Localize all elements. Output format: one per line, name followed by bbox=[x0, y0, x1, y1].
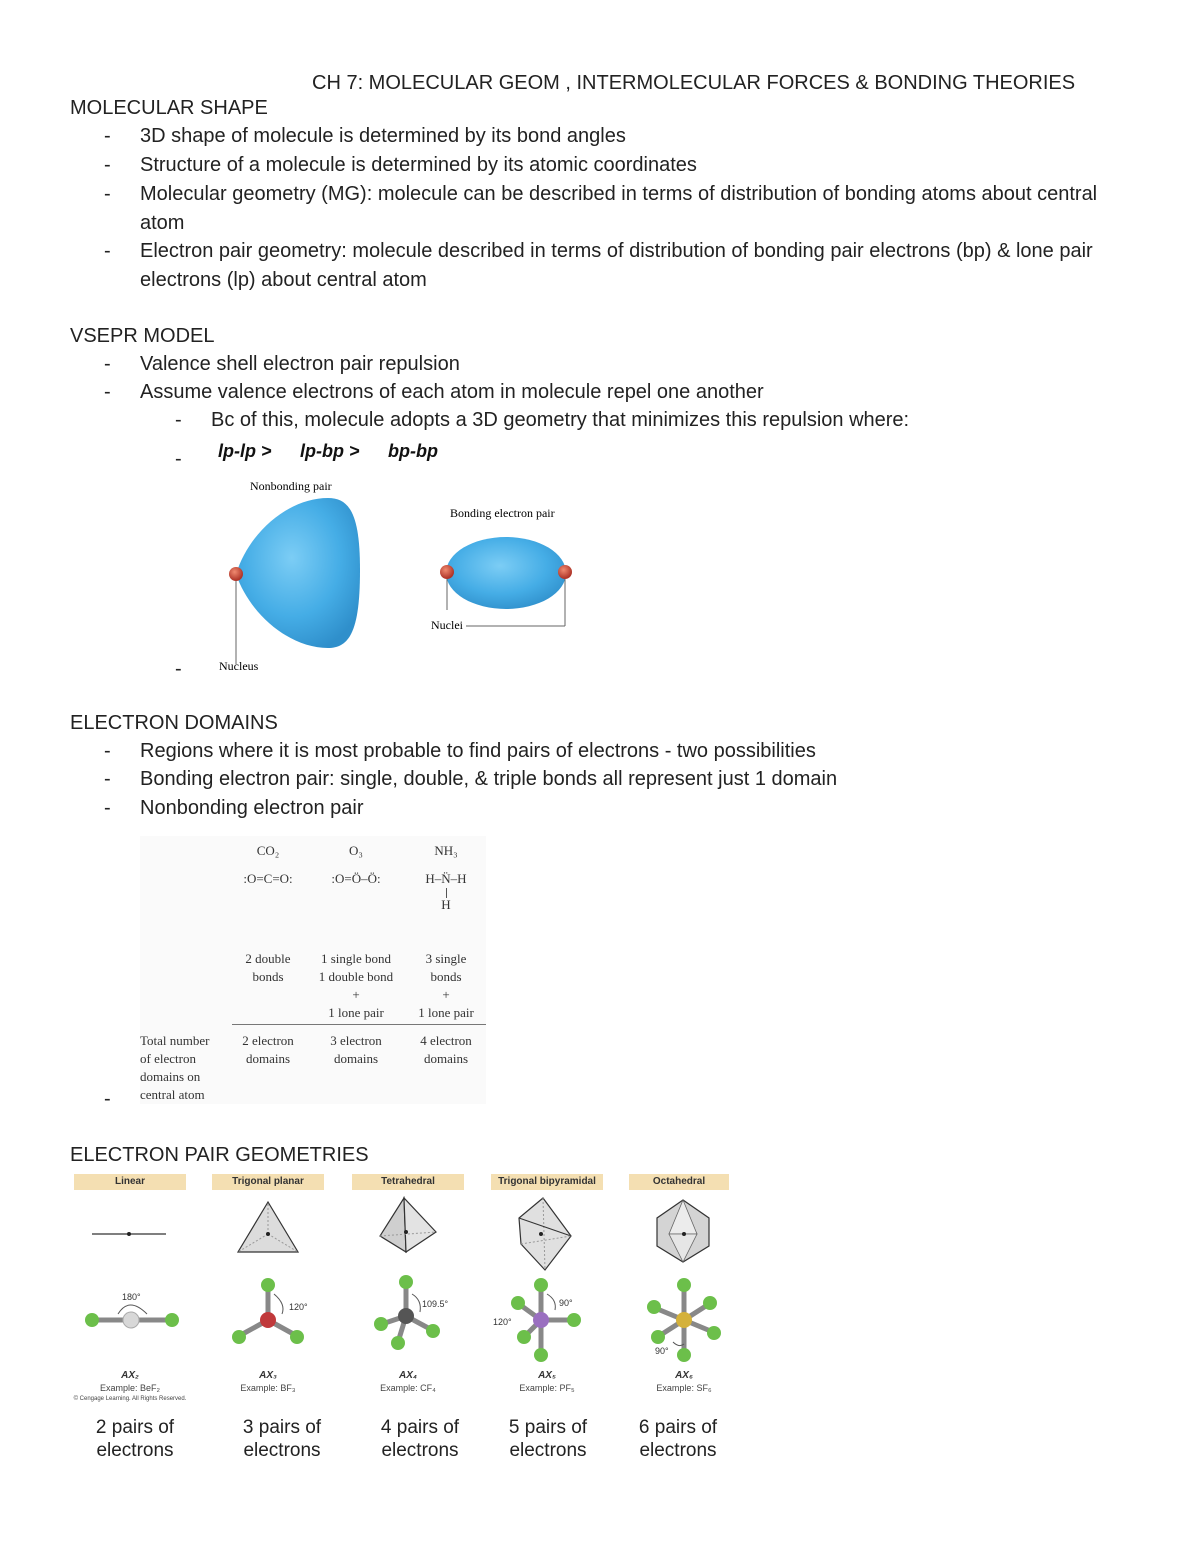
dash-bullet: - bbox=[104, 183, 111, 205]
ligand-atom bbox=[677, 1278, 691, 1292]
copyright-label: © Cengage Learning. All Rights Reserved. bbox=[73, 1396, 187, 1402]
description-line: bonds bbox=[430, 969, 462, 984]
example-label: Example: BeF₂ bbox=[99, 1383, 161, 1393]
tetrahedron-face bbox=[380, 1198, 406, 1252]
ligand-atom bbox=[677, 1348, 691, 1362]
molecule-co2: CO₂ bbox=[256, 843, 280, 858]
ligand-atom bbox=[707, 1326, 721, 1340]
nonbonding-pair-label: Nonbonding pair bbox=[250, 479, 332, 493]
bullet-text: Nonbonding electron pair bbox=[140, 797, 364, 819]
list-item bbox=[104, 378, 1144, 407]
central-atom bbox=[676, 1312, 692, 1328]
pairs-line: 6 pairs of bbox=[638, 1417, 718, 1438]
ligand-atom bbox=[517, 1330, 531, 1344]
tetrahedron-face bbox=[404, 1198, 436, 1252]
center-dot bbox=[539, 1232, 543, 1236]
ligand-atom bbox=[534, 1348, 548, 1362]
angle-label: 90° bbox=[559, 1298, 573, 1308]
nucleus-dot-left bbox=[440, 565, 454, 579]
section-heading-electron-domains: ELECTRON DOMAINS bbox=[70, 712, 278, 734]
pairs-line: 3 pairs of bbox=[242, 1417, 322, 1438]
pairs-line: 4 pairs of bbox=[380, 1417, 460, 1438]
angle-label: 180° bbox=[122, 1292, 141, 1302]
section-heading-vsepr: VSEPR MODEL bbox=[70, 325, 215, 347]
list-item bbox=[104, 765, 1144, 794]
angle-arc bbox=[274, 1294, 283, 1314]
pairs-line: electrons bbox=[509, 1440, 587, 1461]
ligand-atom bbox=[232, 1330, 246, 1344]
description-line: 2 double bbox=[245, 951, 291, 966]
ligand-atom bbox=[399, 1275, 413, 1289]
center-dot bbox=[682, 1232, 686, 1236]
description-line: 1 double bond bbox=[318, 969, 394, 984]
bullet-text: Bonding electron pair: single, double, & triple bonds all represent just 1 domain bbox=[140, 768, 838, 790]
pairs-count bbox=[65, 1416, 205, 1462]
center-dot bbox=[266, 1232, 270, 1236]
total-line: domains bbox=[245, 1051, 291, 1066]
nh3-bottom-h: H bbox=[441, 897, 451, 912]
table-divider bbox=[232, 1024, 486, 1025]
ligand-atom bbox=[511, 1296, 525, 1310]
pairs-line: electrons bbox=[381, 1440, 459, 1461]
pairs-count bbox=[350, 1416, 490, 1462]
row-label-line: Total number bbox=[140, 1033, 210, 1048]
dash-bullet: - bbox=[175, 658, 182, 680]
description-co2 bbox=[228, 950, 308, 986]
dash-bullet: - bbox=[104, 154, 111, 176]
center-dot bbox=[127, 1232, 131, 1236]
list-item bbox=[104, 151, 1144, 180]
lewis-structure-co2: :O=C=O: bbox=[243, 871, 293, 886]
angle-label: 109.5° bbox=[422, 1299, 449, 1309]
central-atom bbox=[260, 1312, 276, 1328]
pairs-count bbox=[608, 1416, 748, 1462]
total-line: 3 electron bbox=[330, 1033, 382, 1048]
dash-bullet: - bbox=[104, 797, 111, 819]
geometry-label-trigonal-planar: Trigonal planar bbox=[212, 1174, 324, 1190]
ligand-atom bbox=[651, 1330, 665, 1344]
angle-label: 90° bbox=[655, 1346, 669, 1356]
nucleus-dot bbox=[229, 567, 243, 581]
sub-list-item bbox=[175, 406, 1135, 435]
row-label-line: of electron bbox=[140, 1051, 196, 1066]
page-title: CH 7: MOLECULAR GEOM , INTERMOLECULAR FORCES & BONDING THEORIES bbox=[312, 72, 1076, 94]
total-o3 bbox=[316, 1032, 396, 1068]
dash-bullet: - bbox=[175, 448, 182, 470]
trigonal-bipyramidal-geometry-figure bbox=[491, 1196, 617, 1376]
bonding-lobe bbox=[446, 537, 566, 609]
rank-lp-bp: lp-bp > bbox=[300, 441, 360, 461]
list-item bbox=[104, 794, 1144, 823]
section-heading-molecular-shape: MOLECULAR SHAPE bbox=[70, 97, 268, 119]
dash-bullet: - bbox=[175, 409, 182, 431]
dash-bullet: - bbox=[104, 240, 111, 262]
molecule-o3: O₃ bbox=[349, 843, 363, 858]
description-line: + bbox=[442, 987, 450, 1002]
dash-bullet: - bbox=[104, 381, 111, 403]
ax-label: AX₂ bbox=[121, 1370, 139, 1381]
description-nh3 bbox=[406, 950, 486, 1022]
geometry-label-trigonal-bipyramidal: Trigonal bipyramidal bbox=[491, 1174, 603, 1190]
ligand-atom bbox=[534, 1278, 548, 1292]
ax-label: AX₄ bbox=[399, 1370, 417, 1381]
description-line: + bbox=[352, 987, 360, 1002]
total-line: 4 electron bbox=[420, 1033, 472, 1048]
bullet-text: Valence shell electron pair repulsion bbox=[140, 353, 460, 375]
total-line: domains bbox=[423, 1051, 469, 1066]
total-line: 2 electron bbox=[242, 1033, 294, 1048]
dash-bullet: - bbox=[104, 740, 111, 762]
ligand-atom bbox=[426, 1324, 440, 1338]
angle-label: 120° bbox=[289, 1302, 308, 1312]
bonding-pair-label: Bonding electron pair bbox=[450, 506, 555, 520]
ligand-atom bbox=[391, 1336, 405, 1350]
geometry-label-tetrahedral: Tetrahedral bbox=[352, 1174, 464, 1190]
ligand-atom bbox=[261, 1278, 275, 1292]
ax-label: AX₆ bbox=[675, 1370, 693, 1381]
tetrahedral-geometry-figure bbox=[352, 1196, 478, 1376]
electron-domains-table bbox=[140, 836, 486, 1104]
pairs-line: 5 pairs of bbox=[508, 1417, 588, 1438]
description-o3 bbox=[310, 950, 402, 1022]
ligand-atom bbox=[374, 1317, 388, 1331]
dash-bullet: - bbox=[104, 768, 111, 790]
ligand-atom bbox=[567, 1313, 581, 1327]
pairs-count bbox=[478, 1416, 618, 1462]
list-item bbox=[104, 350, 1144, 379]
description-line: 1 lone pair bbox=[418, 1005, 474, 1020]
list-item bbox=[104, 180, 1144, 238]
trigonal-planar-geometry-figure bbox=[212, 1196, 338, 1376]
list-item bbox=[104, 122, 1144, 151]
bullet-text: Regions where it is most probable to find pairs of electrons - two possibilities bbox=[140, 740, 816, 762]
bullet-text: Bc of this, molecule adopts a 3D geometry that minimizes this repulsion where: bbox=[211, 409, 910, 431]
total-co2 bbox=[228, 1032, 308, 1068]
row-label bbox=[140, 1032, 230, 1104]
electron-pair-figure bbox=[210, 470, 590, 680]
lewis-structure-o3: :O=Ö–Ö: bbox=[331, 871, 381, 886]
example-label: Example: BF₃ bbox=[240, 1383, 296, 1393]
description-line: 1 single bond bbox=[320, 951, 392, 966]
rank-lp-lp: lp-lp > bbox=[218, 441, 272, 461]
nucleus-dot-right bbox=[558, 565, 572, 579]
dash-bullet: - bbox=[104, 353, 111, 375]
pairs-line: electrons bbox=[96, 1440, 174, 1461]
example-label: Example: PF₅ bbox=[519, 1383, 575, 1393]
list-item bbox=[104, 237, 1144, 295]
pairs-count bbox=[212, 1416, 352, 1462]
description-line: 1 lone pair bbox=[328, 1005, 384, 1020]
geometry-label-linear: Linear bbox=[74, 1174, 186, 1190]
ax-label: AX₅ bbox=[538, 1370, 556, 1381]
section-heading-electron-pair-geometries: ELECTRON PAIR GEOMETRIES bbox=[70, 1144, 369, 1166]
description-line: 3 single bbox=[425, 951, 467, 966]
row-label-line: central atom bbox=[140, 1087, 205, 1102]
bullet-text: Structure of a molecule is determined by its atomic coordinates bbox=[140, 154, 697, 176]
angle-arc bbox=[547, 1294, 555, 1310]
bullet-text: Assume valence electrons of each atom in molecule repel one another bbox=[140, 381, 764, 403]
ligand-atom bbox=[165, 1313, 179, 1327]
molecule-nh3: NH₃ bbox=[434, 843, 458, 858]
central-atom bbox=[123, 1312, 139, 1328]
geometry-label-octahedral: Octahedral bbox=[629, 1174, 729, 1190]
pairs-line: electrons bbox=[639, 1440, 717, 1461]
lewis-structure-nh3: H–N̈–H bbox=[425, 871, 467, 886]
example-label: Example: SF₆ bbox=[656, 1383, 712, 1393]
central-atom bbox=[398, 1308, 414, 1324]
center-dot bbox=[404, 1230, 408, 1234]
dash-bullet: - bbox=[104, 1088, 111, 1110]
angle-arc bbox=[412, 1294, 420, 1312]
total-nh3 bbox=[406, 1032, 486, 1068]
row-label-line: domains on bbox=[140, 1069, 201, 1084]
octahedral-geometry-figure bbox=[629, 1196, 755, 1376]
dash-bullet: - bbox=[104, 125, 111, 147]
ligand-atom bbox=[647, 1300, 661, 1314]
ligand-atom bbox=[85, 1313, 99, 1327]
total-line: domains bbox=[333, 1051, 379, 1066]
pairs-line: 2 pairs of bbox=[95, 1417, 175, 1438]
ligand-atom bbox=[290, 1330, 304, 1344]
central-atom bbox=[533, 1312, 549, 1328]
bullet-text: Electron pair geometry: molecule described in terms of distribution of bonding pair electrons (bp) & lone pair electrons (lp) about central atom bbox=[140, 240, 1093, 291]
description-line: bonds bbox=[252, 969, 284, 984]
bullet-text: 3D shape of molecule is determined by its bond angles bbox=[140, 125, 626, 147]
list-item bbox=[104, 737, 1144, 766]
ligand-atom bbox=[703, 1296, 717, 1310]
linear-geometry-figure bbox=[74, 1196, 200, 1376]
pairs-line: electrons bbox=[243, 1440, 321, 1461]
nonbonding-lobe bbox=[236, 498, 360, 648]
bullet-text: Molecular geometry (MG): molecule can be described in terms of distribution of bonding atoms about central atom bbox=[140, 183, 1098, 234]
rank-bp-bp: bp-bp bbox=[388, 441, 438, 461]
angle-label-secondary: 120° bbox=[493, 1317, 512, 1327]
nuclei-label: Nuclei bbox=[431, 618, 463, 632]
example-label: Example: CF₄ bbox=[380, 1383, 436, 1393]
ax-label: AX₃ bbox=[259, 1370, 277, 1381]
nucleus-label: Nucleus bbox=[219, 659, 259, 673]
